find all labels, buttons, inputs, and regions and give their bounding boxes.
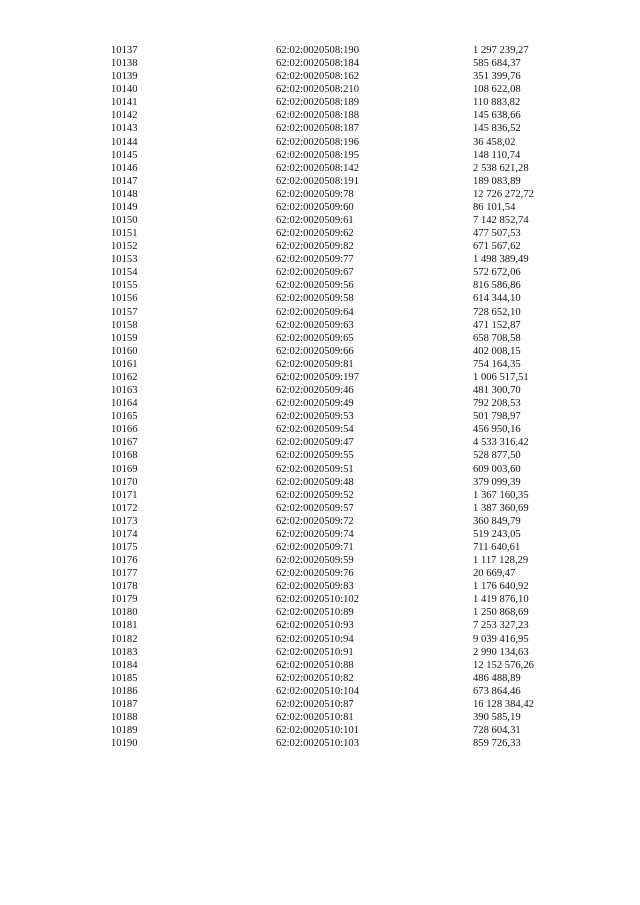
- cadastral-value: 9 039 416,95: [473, 633, 529, 645]
- table-row: [0, 279, 640, 292]
- row-number: 10143: [111, 123, 138, 135]
- table-row: [0, 149, 640, 162]
- table-row: [0, 423, 640, 436]
- table-row: [0, 57, 640, 70]
- cadastral-number: 62:02:0020509:72: [276, 515, 354, 527]
- table-row: [0, 554, 640, 567]
- cadastral-value: 110 883,82: [473, 97, 521, 109]
- table-row: [0, 580, 640, 593]
- table-row: [0, 489, 640, 502]
- cadastral-value: 711 640,61: [473, 541, 521, 553]
- row-number: 10175: [111, 541, 138, 553]
- cadastral-number: 62:02:0020510:81: [276, 711, 354, 723]
- table-row: [0, 136, 640, 149]
- row-number: 10138: [111, 58, 138, 70]
- cadastral-number: 62:02:0020509:64: [276, 306, 354, 318]
- cadastral-value: 1 176 640,92: [473, 581, 529, 593]
- cadastral-number: 62:02:0020509:63: [276, 319, 354, 331]
- row-number: 10184: [111, 659, 138, 671]
- row-number: 10186: [111, 685, 138, 697]
- table-row: [0, 633, 640, 646]
- cadastral-number: 62:02:0020510:89: [276, 607, 354, 619]
- table-row: [0, 410, 640, 423]
- cadastral-value: 351 399,76: [473, 71, 521, 83]
- cadastral-value: 471 152,87: [473, 319, 521, 331]
- table-row: [0, 162, 640, 175]
- table-row: [0, 567, 640, 580]
- cadastral-number: 62:02:0020510:103: [276, 738, 359, 750]
- cadastral-number: 62:02:0020509:78: [276, 188, 354, 200]
- table-row: [0, 332, 640, 345]
- cadastral-value: 658 708,58: [473, 332, 521, 344]
- row-number: 10154: [111, 267, 138, 279]
- row-number: 10141: [111, 97, 138, 109]
- cadastral-number: 62:02:0020508:162: [276, 71, 359, 83]
- table-row: [0, 70, 640, 83]
- cadastral-number: 62:02:0020508:210: [276, 84, 359, 96]
- table-row: [0, 266, 640, 279]
- cadastral-number: 62:02:0020508:184: [276, 58, 359, 70]
- table-row: [0, 122, 640, 135]
- cadastral-value: 36 458,02: [473, 136, 516, 148]
- data-table: [0, 44, 640, 750]
- row-number: 10171: [111, 489, 138, 501]
- cadastral-number: 62:02:0020509:47: [276, 437, 354, 449]
- cadastral-number: 62:02:0020510:102: [276, 594, 359, 606]
- table-row: [0, 672, 640, 685]
- cadastral-value: 1 387 360,69: [473, 502, 529, 514]
- cadastral-number: 62:02:0020509:52: [276, 489, 354, 501]
- row-number: 10174: [111, 528, 138, 540]
- table-row: [0, 619, 640, 632]
- table-row: [0, 449, 640, 462]
- table-row: [0, 685, 640, 698]
- cadastral-value: 754 164,35: [473, 358, 521, 370]
- cadastral-value: 816 586,86: [473, 280, 521, 292]
- table-row: [0, 384, 640, 397]
- cadastral-value: 1 367 160,35: [473, 489, 529, 501]
- table-row: [0, 436, 640, 449]
- cadastral-value: 486 488,89: [473, 672, 521, 684]
- table-row: [0, 724, 640, 737]
- cadastral-number: 62:02:0020509:74: [276, 528, 354, 540]
- table-row: [0, 109, 640, 122]
- cadastral-number: 62:02:0020509:62: [276, 228, 354, 240]
- cadastral-value: 1 419 876,10: [473, 594, 529, 606]
- row-number: 10179: [111, 594, 138, 606]
- table-row: [0, 397, 640, 410]
- table-row: [0, 188, 640, 201]
- cadastral-number: 62:02:0020509:61: [276, 215, 354, 227]
- cadastral-number: 62:02:0020510:104: [276, 685, 359, 697]
- cadastral-value: 477 507,53: [473, 228, 521, 240]
- table-row: [0, 476, 640, 489]
- cadastral-number: 62:02:0020509:55: [276, 450, 354, 462]
- cadastral-number: 62:02:0020510:93: [276, 620, 354, 632]
- cadastral-value: 614 344,10: [473, 293, 521, 305]
- cadastral-value: 1 117 128,29: [473, 555, 529, 567]
- cadastral-value: 4 533 316,42: [473, 437, 529, 449]
- cadastral-value: 1 297 239,27: [473, 45, 529, 56]
- row-number: 10137: [111, 45, 138, 56]
- table-row: [0, 737, 640, 750]
- row-number: 10173: [111, 515, 138, 527]
- cadastral-value: 792 208,53: [473, 398, 521, 410]
- cadastral-value: 379 099,39: [473, 476, 521, 488]
- cadastral-number: 62:02:0020509:71: [276, 541, 354, 553]
- cadastral-number: 62:02:0020509:46: [276, 385, 354, 397]
- table-row: [0, 606, 640, 619]
- cadastral-value: 108 622,08: [473, 84, 521, 96]
- cadastral-value: 1 498 389,49: [473, 254, 529, 266]
- table-row: [0, 319, 640, 332]
- cadastral-number: 62:02:0020508:190: [276, 45, 359, 56]
- cadastral-number: 62:02:0020508:142: [276, 162, 359, 174]
- table-row: [0, 253, 640, 266]
- cadastral-value: 189 083,89: [473, 175, 521, 187]
- row-number: 10157: [111, 306, 138, 318]
- cadastral-value: 1 250 868,69: [473, 607, 529, 619]
- cadastral-number: 62:02:0020509:48: [276, 476, 354, 488]
- table-row: [0, 541, 640, 554]
- row-number: 10178: [111, 581, 138, 593]
- cadastral-number: 62:02:0020510:91: [276, 646, 354, 658]
- cadastral-value: 572 672,06: [473, 267, 521, 279]
- cadastral-value: 145 638,66: [473, 110, 521, 122]
- cadastral-number: 62:02:0020508:195: [276, 149, 359, 161]
- cadastral-number: 62:02:0020509:76: [276, 568, 354, 580]
- cadastral-number: 62:02:0020509:65: [276, 332, 354, 344]
- row-number: 10176: [111, 555, 138, 567]
- row-number: 10149: [111, 201, 138, 213]
- cadastral-value: 501 798,97: [473, 411, 521, 423]
- cadastral-value: 86 101,54: [473, 201, 516, 213]
- cadastral-number: 62:02:0020509:54: [276, 424, 354, 436]
- cadastral-value: 20 669,47: [473, 568, 516, 580]
- cadastral-number: 62:02:0020508:196: [276, 136, 359, 148]
- row-number: 10165: [111, 411, 138, 423]
- cadastral-value: 145 836,52: [473, 123, 521, 135]
- row-number: 10140: [111, 84, 138, 96]
- cadastral-number: 62:02:0020510:88: [276, 659, 354, 671]
- cadastral-value: 390 585,19: [473, 711, 521, 723]
- table-row: [0, 593, 640, 606]
- cadastral-number: 62:02:0020508:188: [276, 110, 359, 122]
- cadastral-value: 2 538 621,28: [473, 162, 529, 174]
- cadastral-number: 62:02:0020508:187: [276, 123, 359, 135]
- row-number: 10162: [111, 371, 138, 383]
- cadastral-number: 62:02:0020509:58: [276, 293, 354, 305]
- cadastral-value: 585 684,37: [473, 58, 521, 70]
- cadastral-number: 62:02:0020508:189: [276, 97, 359, 109]
- table-row: [0, 240, 640, 253]
- table-row: [0, 711, 640, 724]
- cadastral-number: 62:02:0020509:197: [276, 371, 359, 383]
- row-number: 10146: [111, 162, 138, 174]
- cadastral-value: 673 864,46: [473, 685, 521, 697]
- row-number: 10159: [111, 332, 138, 344]
- row-number: 10185: [111, 672, 138, 684]
- cadastral-value: 2 990 134,63: [473, 646, 529, 658]
- cadastral-number: 62:02:0020510:101: [276, 725, 359, 737]
- cadastral-number: 62:02:0020509:66: [276, 345, 354, 357]
- cadastral-value: 1 006 517,51: [473, 371, 529, 383]
- table-row: [0, 698, 640, 711]
- cadastral-value: 728 604,31: [473, 725, 521, 737]
- cadastral-number: 62:02:0020509:57: [276, 502, 354, 514]
- cadastral-number: 62:02:0020509:49: [276, 398, 354, 410]
- row-number: 10172: [111, 502, 138, 514]
- cadastral-value: 12 152 576,26: [473, 659, 534, 671]
- cadastral-value: 12 726 272,72: [473, 188, 534, 200]
- table-row: [0, 201, 640, 214]
- table-row: [0, 345, 640, 358]
- cadastral-value: 360 849,79: [473, 515, 521, 527]
- row-number: 10187: [111, 698, 138, 710]
- row-number: 10164: [111, 398, 138, 410]
- cadastral-number: 62:02:0020509:56: [276, 280, 354, 292]
- row-number: 10177: [111, 568, 138, 580]
- row-number: 10139: [111, 71, 138, 83]
- row-number: 10144: [111, 136, 138, 148]
- cadastral-number: 62:02:0020509:60: [276, 201, 354, 213]
- table-row: [0, 44, 640, 57]
- cadastral-number: 62:02:0020510:87: [276, 698, 354, 710]
- table-row: [0, 306, 640, 319]
- table-row: [0, 515, 640, 528]
- row-number: 10163: [111, 385, 138, 397]
- cadastral-value: 148 110,74: [473, 149, 521, 161]
- cadastral-value: 728 652,10: [473, 306, 521, 318]
- row-number: 10151: [111, 228, 138, 240]
- table-row: [0, 371, 640, 384]
- row-number: 10183: [111, 646, 138, 658]
- table-row: [0, 175, 640, 188]
- table-row: [0, 646, 640, 659]
- cadastral-number: 62:02:0020509:81: [276, 358, 354, 370]
- cadastral-value: 16 128 384,42: [473, 698, 534, 710]
- row-number: 10152: [111, 241, 138, 253]
- cadastral-number: 62:02:0020509:77: [276, 254, 354, 266]
- row-number: 10160: [111, 345, 138, 357]
- table-row: [0, 96, 640, 109]
- table-row: [0, 358, 640, 371]
- row-number: 10167: [111, 437, 138, 449]
- table-row: [0, 502, 640, 515]
- cadastral-number: 62:02:0020509:83: [276, 581, 354, 593]
- table-row: [0, 292, 640, 305]
- row-number: 10147: [111, 175, 138, 187]
- row-number: 10170: [111, 476, 138, 488]
- cadastral-value: 456 950,16: [473, 424, 521, 436]
- cadastral-number: 62:02:0020509:67: [276, 267, 354, 279]
- row-number: 10169: [111, 463, 138, 475]
- cadastral-number: 62:02:0020509:59: [276, 555, 354, 567]
- cadastral-number: 62:02:0020508:191: [276, 175, 359, 187]
- row-number: 10155: [111, 280, 138, 292]
- row-number: 10166: [111, 424, 138, 436]
- cadastral-number: 62:02:0020510:94: [276, 633, 354, 645]
- cadastral-value: 859 726,33: [473, 738, 521, 750]
- cadastral-value: 7 142 852,74: [473, 215, 529, 227]
- row-number: 10188: [111, 711, 138, 723]
- row-number: 10161: [111, 358, 138, 370]
- row-number: 10156: [111, 293, 138, 305]
- row-number: 10189: [111, 725, 138, 737]
- table-row: [0, 659, 640, 672]
- cadastral-value: 671 567,62: [473, 241, 521, 253]
- cadastral-value: 481 300,70: [473, 385, 521, 397]
- table-row: [0, 227, 640, 240]
- cadastral-value: 528 877,50: [473, 450, 521, 462]
- table-row: [0, 528, 640, 541]
- row-number: 10182: [111, 633, 138, 645]
- row-number: 10148: [111, 188, 138, 200]
- cadastral-number: 62:02:0020509:53: [276, 411, 354, 423]
- row-number: 10190: [111, 738, 138, 750]
- row-number: 10158: [111, 319, 138, 331]
- cadastral-number: 62:02:0020510:82: [276, 672, 354, 684]
- row-number: 10181: [111, 620, 138, 632]
- table-row: [0, 463, 640, 476]
- row-number: 10142: [111, 110, 138, 122]
- cadastral-number: 62:02:0020509:82: [276, 241, 354, 253]
- row-number: 10153: [111, 254, 138, 266]
- table-row: [0, 214, 640, 227]
- cadastral-value: 609 003,60: [473, 463, 521, 475]
- table-row: [0, 83, 640, 96]
- cadastral-value: 519 243,05: [473, 528, 521, 540]
- cadastral-value: 7 253 327,23: [473, 620, 529, 632]
- cadastral-number: 62:02:0020509:51: [276, 463, 354, 475]
- row-number: 10168: [111, 450, 138, 462]
- row-number: 10145: [111, 149, 138, 161]
- row-number: 10180: [111, 607, 138, 619]
- row-number: 10150: [111, 215, 138, 227]
- cadastral-value: 402 008,15: [473, 345, 521, 357]
